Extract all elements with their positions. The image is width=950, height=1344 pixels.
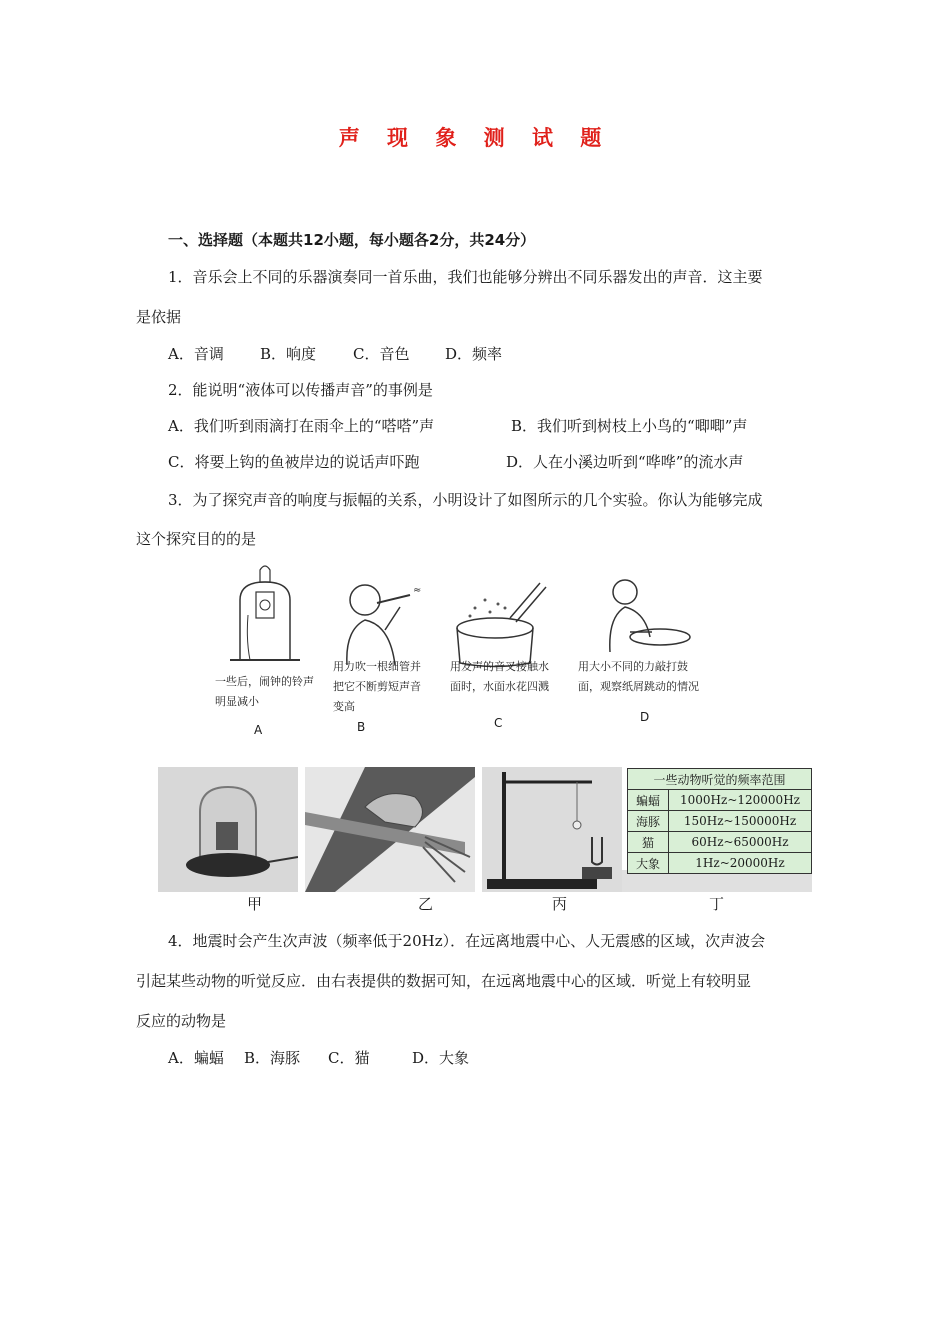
photo-label-yi: 乙 (418, 895, 434, 913)
q4-options (168, 1047, 469, 1068)
photo-label-bing: 丙 (552, 895, 568, 913)
photo-label-ding: 丁 (709, 895, 725, 913)
q2-stem: 2．能说明“液体可以传播声音”的事例是 (168, 381, 433, 399)
q2-option-b: B．我们听到树枝上小鸟的“唧唧”声 (511, 417, 748, 435)
q2-option-a: A．我们听到雨滴打在雨伞上的“嗒嗒”声 (168, 417, 435, 435)
frequency-range: 60Hz~65000Hz (669, 832, 812, 853)
q1-option-a: A．音调 (168, 345, 224, 363)
animal-name: 蝙蝠 (628, 790, 669, 811)
q1-option-d: D．频率 (445, 345, 503, 363)
frequency-range: 1Hz~20000Hz (669, 853, 812, 874)
page-title: 声 现 象 测 试 题 (338, 126, 612, 150)
q1-option-c: C．音色 (353, 345, 410, 363)
q4-stem-line1: 4．地震时会产生次声波（频率低于20Hz）．在远离地震中心、人无震感的区域，次声波会 (168, 932, 766, 950)
ruler-on-table-photo (305, 767, 475, 892)
q4-option-d: D．大象 (412, 1049, 470, 1067)
animal-name: 猫 (628, 832, 669, 853)
q2-option-c: C．将要上钩的鱼被岸边的说话声吓跑 (168, 453, 420, 471)
photo-jia (158, 767, 298, 892)
q4-stem-line3: 反应的动物是 (136, 1012, 227, 1030)
q1-option-b: B．响度 (260, 345, 317, 363)
fig-d-label: D (640, 710, 650, 724)
q4-stem-line2: 引起某些动物的听觉反应．由右表提供的数据可知，在远离地震中心的区域．听觉上有较明显 (136, 972, 752, 990)
frequency-range: 1000Hz~120000Hz (669, 790, 812, 811)
fig-c-label: C (494, 716, 503, 730)
table-row (628, 832, 812, 853)
photo-label-jia: 甲 (247, 895, 263, 913)
fig-c-caption: 用发声的音叉接触水面时，水面水花四溅 (450, 660, 549, 693)
q2-option-d: D．人在小溪边听到“哗哗”的流水声 (506, 453, 744, 471)
photo-bing (482, 767, 622, 892)
svg-text:≈: ≈ (413, 585, 422, 596)
photo-yi (305, 767, 475, 892)
hearing-range-table (627, 768, 812, 874)
q1-stem-line2: 是依据 (136, 308, 182, 326)
fig-d-caption: 用大小不同的力敲打鼓面，观察纸屑跳动的情况 (578, 660, 699, 693)
fig-b-label: B (357, 720, 366, 734)
q4-option-c: C．猫 (328, 1049, 370, 1067)
tuning-fork-stand-photo (482, 767, 622, 892)
animal-name: 海豚 (628, 811, 669, 832)
animal-name: 大象 (628, 853, 669, 874)
q4-option-a: A．蝙蝠 (168, 1049, 224, 1067)
fig-a-label: A (254, 723, 263, 737)
q3-stem-line1: 3．为了探究声音的响度与振幅的关系，小明设计了如图所示的几个实验。你认为能够完成 (168, 491, 763, 509)
q1-stem-line1: 1．音乐会上不同的乐器演奏同一首乐曲，我们也能够分辨出不同乐器发出的声音．这主要 (168, 268, 763, 286)
bell-jar-photo (158, 767, 298, 892)
frequency-range: 150Hz~150000Hz (669, 811, 812, 832)
table-row (628, 790, 812, 811)
table-row (628, 811, 812, 832)
section-heading: 一、选择题（本题共12小题，每小题各2分，共24分） (168, 231, 536, 249)
table-title: 一些动物听觉的频率范围 (628, 769, 812, 790)
q4-option-b: B．海豚 (244, 1049, 301, 1067)
fig-b-caption: 用力吹一根细管并把它不断剪短声音变高 (333, 660, 421, 713)
fig-a-caption: 一些后，闹钟的铃声明显减小 (215, 675, 314, 708)
table-row (628, 853, 812, 874)
q3-stem-line2: 这个探究目的的是 (136, 530, 257, 548)
